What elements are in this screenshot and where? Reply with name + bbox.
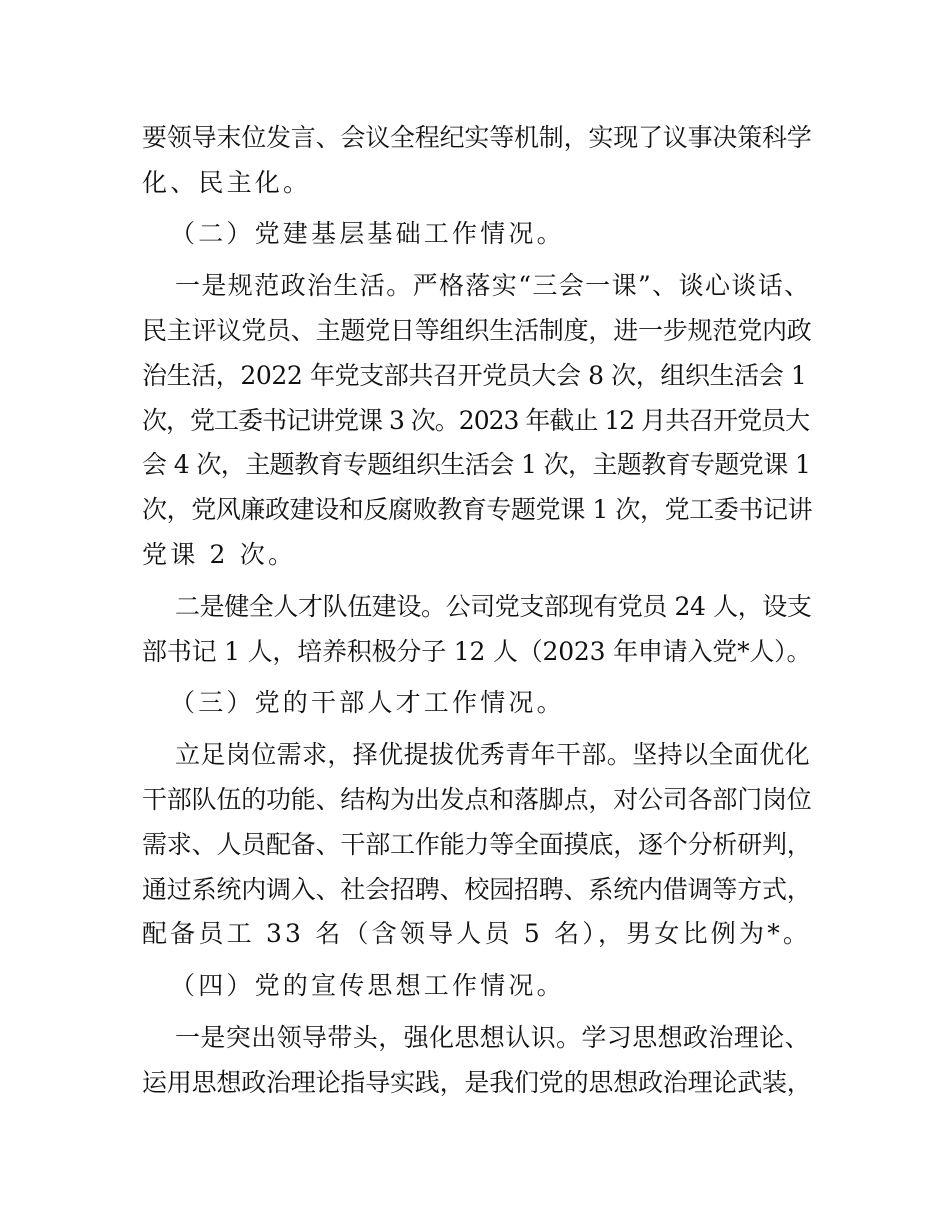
paragraph-line: 立足岗位需求，择优提拔优秀青年干部。坚持以全面优化 [175,740,811,769]
paragraph-line: 民主评议党员、主题党日等组织生活制度，进一步规范党内政 [142,316,812,345]
paragraph-line: 次，党工委书记讲党课 3 次。2023 年截止 12 月共召开党员大 [142,406,810,435]
section-heading: （二）党建基层基础工作情况。 [170,219,565,248]
paragraph-line: 配备员工 33 名（含领导人员 5 名），男女比例为*。 [142,919,812,948]
paragraph-line: 运用思想政治理论指导实践，是我们党的思想政治理论武装， [142,1068,812,1097]
paragraph-line: 化、民主化。 [142,168,312,197]
paragraph-line: 次，党风廉政建设和反腐败教育专题党课 1 次，党工委书记讲 [142,495,813,524]
section-heading: （四）党的宣传思想工作情况。 [170,971,565,1000]
paragraph-line: 需求、人员配备、干部工作能力等全面摸底，逐个分析研判， [142,830,812,859]
paragraph-line: 通过系统内调入、社会招聘、校园招聘、系统内借调等方式， [142,875,812,904]
paragraph-line: 治生活，2022 年党支部共召开党员大会 8 次，组织生活会 1 [142,361,807,390]
paragraph-line: 会 4 次，主题教育专题组织生活会 1 次，主题教育专题党课 1 [142,450,811,479]
paragraph-line: 一是规范政治生活。严格落实“三会一课”、谈心谈话、 [175,271,811,300]
paragraph-line: 部书记 1 人，培养积极分子 12 人（2023 年申请入党*人）。 [142,637,812,666]
paragraph-line: 二是健全人才队伍建设。公司党支部现有党员 24 人，设支 [175,592,812,621]
paragraph-line: 要领导末位发言、会议全程纪实等机制，实现了议事决策科学 [142,123,812,152]
paragraph-line: 干部队伍的功能、结构为出发点和落脚点，对公司各部门岗位 [142,785,812,814]
paragraph-line: 党课 2 次。 [142,540,297,569]
paragraph-line: 一是突出领导带头，强化思想认识。学习思想政治理论、 [175,1023,811,1052]
section-heading: （三）党的干部人才工作情况。 [170,688,565,717]
